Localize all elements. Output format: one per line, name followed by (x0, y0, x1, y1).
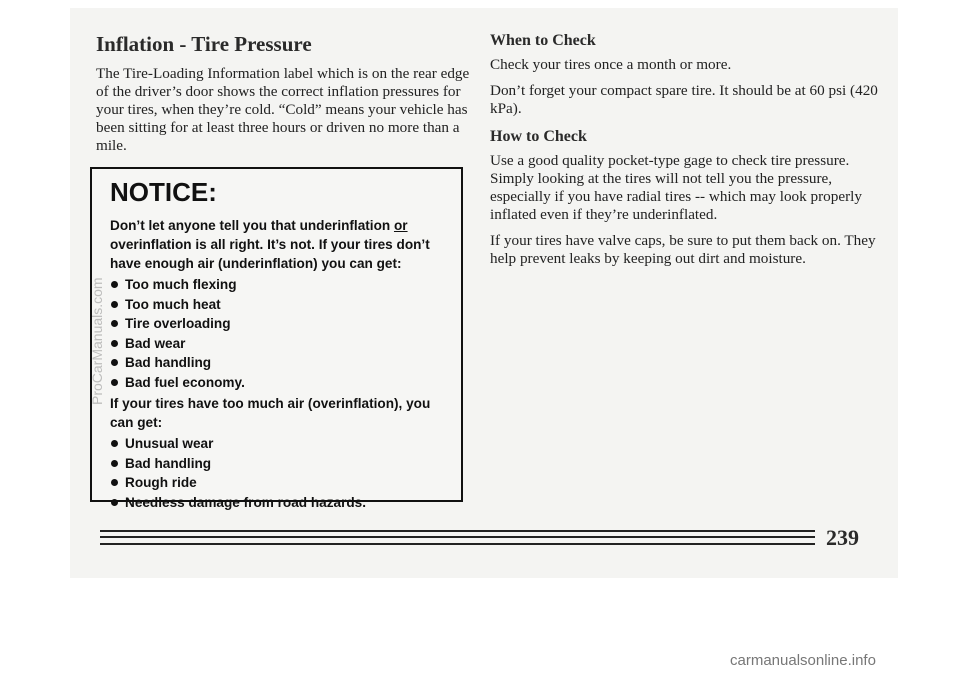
list-item: Too much flexing (110, 275, 449, 295)
bullet-icon (111, 379, 118, 386)
list-item: Bad handling (110, 353, 449, 373)
when-to-check-heading: When to Check (490, 32, 596, 49)
intro-paragraph: The Tire-Loading Information label which is on the rear edge of the driver’s door shows the correct inflation pressures for your tires, when they’re cold. “Cold” means your vehicle has been sitting for at least three hours or driven no more than a mile. (96, 65, 470, 154)
bullet-icon (111, 499, 118, 506)
notice-text-a: Don’t let anyone tell you that underinflation (110, 218, 394, 233)
notice-overinflation-text: If your tires have too much air (overinflation), you can get: (110, 396, 431, 430)
bullet-icon (111, 479, 118, 486)
footer-rule-2 (100, 536, 815, 538)
when-paragraph-1: Check your tires once a month or more. (490, 56, 732, 73)
watermark-text: ProCarManuals.com (89, 277, 105, 405)
notice-text-b: overinflation is all right. It’s not. If your tires don’t have enough air (underinflation) you can get: (110, 237, 430, 271)
footer-rule-3 (100, 543, 815, 545)
page-number: 239 (826, 525, 859, 550)
list-item: Rough ride (110, 473, 449, 493)
list-item: Needless damage from road hazards. (110, 493, 449, 513)
how-to-check-heading: How to Check (490, 128, 587, 145)
notice-title: NOTICE: (110, 177, 217, 207)
notice-box (90, 167, 463, 510)
list-item: Unusual wear (110, 434, 449, 454)
footer-rule-1 (100, 530, 815, 532)
list-item: Tire overloading (110, 314, 449, 334)
list-item: Too much heat (110, 295, 449, 315)
right-column (490, 32, 885, 276)
list-item: Bad wear (110, 334, 449, 354)
bullet-icon (111, 301, 118, 308)
how-paragraph-1: Use a good quality pocket-type gage to check tire pressure. Simply looking at the tires will not tell you the pressure, especially if you have radial tires -- which may look properly inflated even if they’re underinflated. (490, 152, 862, 223)
when-paragraph-2: Don’t forget your compact spare tire. It should be at 60 psi (420 kPa). (490, 82, 878, 117)
how-paragraph-2: If your tires have valve caps, be sure to put them back on. They help prevent leaks by keeping out dirt and moisture. (490, 232, 876, 267)
section-heading: Inflation - Tire Pressure (96, 32, 312, 56)
notice-text-or: or (393, 218, 408, 233)
left-column (96, 32, 484, 163)
list-item: Bad fuel economy. (110, 373, 449, 393)
overinflation-list (110, 434, 449, 512)
notice-underinflation-text (110, 216, 449, 273)
bullet-icon (111, 340, 118, 347)
list-item: Bad handling (110, 454, 449, 474)
bullet-icon (111, 320, 118, 327)
bullet-icon (111, 440, 118, 447)
footer-site-link[interactable]: carmanualsonline.info (730, 652, 876, 669)
bullet-icon (111, 359, 118, 366)
underinflation-list (110, 275, 449, 392)
bullet-icon (111, 281, 118, 288)
bullet-icon (111, 460, 118, 467)
